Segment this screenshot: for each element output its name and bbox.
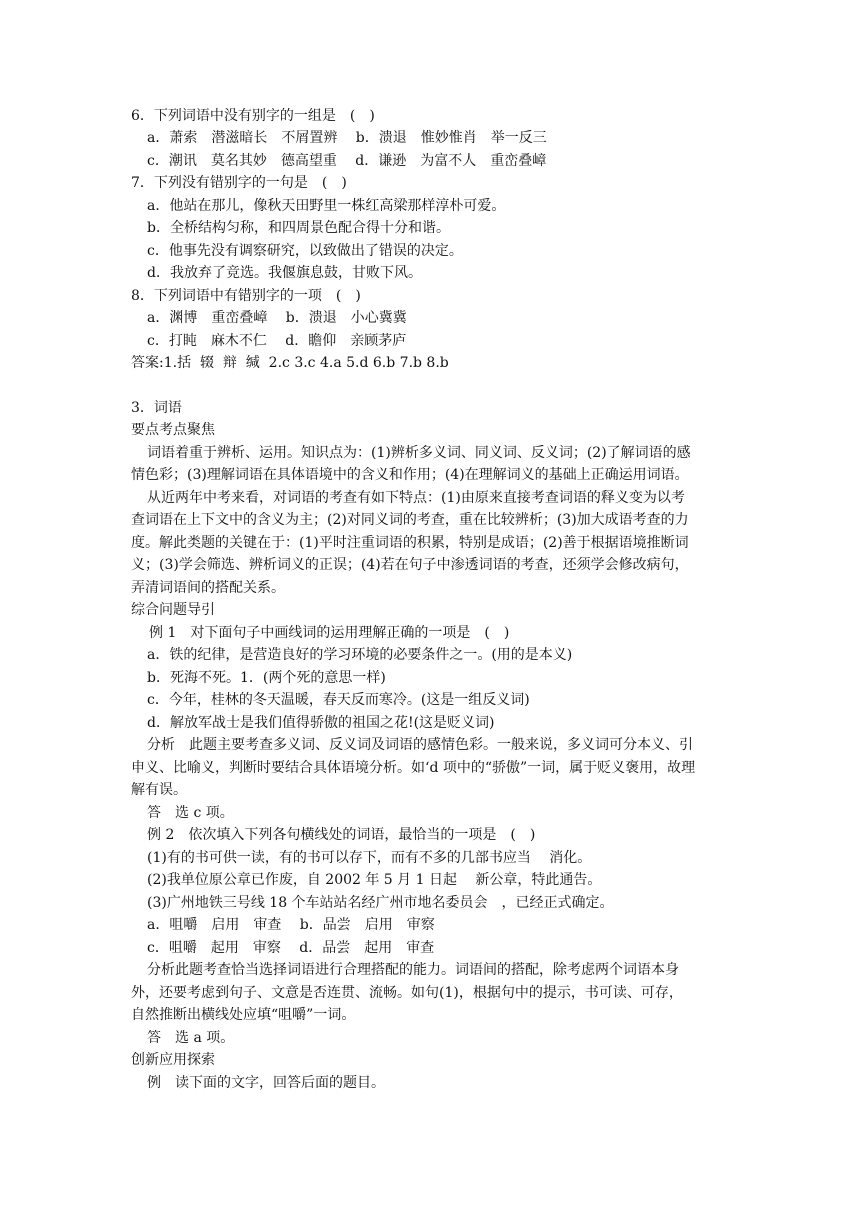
analysis-line: 分析 此题主要考查多义词、反义词及词语的感情色彩。一般来说，多义词可分本义、引 (147, 737, 693, 753)
q8-option-ab: a．渊博 重峦叠嶂 b．溃退 小心冀冀 (147, 310, 407, 326)
analysis-line: 申义、比喻义，判断时要结合具体语境分析。如‘d 项中的“骄傲”一词，属于贬义褒用，故理 (131, 760, 696, 776)
q8-option-cd: c．打盹 麻木不仁 d．瞻仰 亲顾茅庐 (147, 333, 407, 349)
analysis-line: 分析此题考查恰当选择词语进行合理搭配的能力。词语间的搭配，除考虑两个词语本身 (147, 962, 679, 978)
ex2-sentence-2: (2)我单位原公章已作废，自 2002 年 5 月 1 日起 新公章，特此通告。 (147, 872, 602, 888)
paragraph-line: 情色彩；(3)理解词语在具体语境中的含义和作用；(4)在理解词义的基础上正确运用词语。 (131, 467, 689, 483)
ex2-option-ab: a．咀嚼 启用 审查 b．品尝 启用 审察 (147, 917, 435, 933)
q6-option-ab: a．萧索 潜滋暗长 不屑置辨 b．溃退 惟妙惟肖 举一反三 (147, 130, 547, 146)
q6-option-cd: c．潮讯 莫名其妙 德高望重 d．谦逊 为富不人 重峦叠嶂 (147, 153, 547, 169)
ex2-option-cd: c．咀嚼 起用 审察 d．品尝 起用 审查 (147, 940, 435, 956)
analysis-line: 外，还要考虑到句子、文意是否连贯、流畅。如句(1)，根据句中的提示，书可读、可存， (131, 985, 683, 1001)
ex1-option-b: b．死海不死。1．(两个死的意思一样) (147, 670, 386, 686)
ex2-sentence-3: (3)广州地铁三号线 18 个车站站名经广州市地名委员会 ，已经正式确定。 (147, 895, 614, 911)
paragraph-line: 弄清词语间的搭配关系。 (131, 580, 285, 596)
q7-option-a: a．他站在那儿，像秋天田野里一株红高梁那样淳朴可爱。 (147, 198, 506, 214)
example-3: 例 读下面的文字，回答后面的题目。 (147, 1075, 385, 1091)
q7-option-d: d．我放弃了竞选。我偃旗息鼓，甘败下风。 (147, 265, 422, 281)
ex1-option-d: d．解放军战士是我们值得骄傲的祖国之花!(这是贬义词) (147, 715, 495, 731)
paragraph-line: 义；(3)学会筛选、辨析词义的正误；(4)若在句子中渗透词语的考查，还须学会修改病句， (131, 557, 689, 573)
q7-option-c: c．他事先没有调察研究，以致做出了错误的决定。 (147, 243, 463, 259)
ex1-option-c: c．今年，桂林的冬天温暖，春天反而寒冷。(这是一组反义词) (147, 692, 530, 708)
q7-option-b: b．全桥结构匀称，和四周景色配合得十分和谐。 (147, 220, 450, 236)
ex1-answer: 答 选 c 项。 (147, 805, 234, 821)
question-6: 6．下列词语中没有别字的一组是 ( ) (131, 108, 375, 124)
paragraph-line: 词语着重于辨析、运用。知识点为：(1)辨析多义词、同义词、反义词；(2)了解词语的感 (147, 445, 691, 461)
ex2-sentence-1: (1)有的书可供一读，有的书可以存下，而有不多的几部书应当 消化。 (147, 850, 592, 866)
ex2-answer: 答 选 a 项。 (147, 1030, 235, 1046)
ex1-option-a: a．铁的纪律，是营造良好的学习环境的必要条件之一。(用的是本义) (147, 647, 573, 663)
question-8: 8．下列词语中有错别字的一项 ( ) (131, 288, 361, 304)
paragraph-line: 度。解此类题的关键在于：(1)平时注重词语的积累，特别是成语；(2)善于根据语境推断词 (131, 535, 689, 551)
example-1: 例 1 对下面句子中画线词的运用理解正确的一项是 ( ) (149, 625, 510, 641)
paragraph-line: 从近两年中考来看，对词语的考查有如下特点：(1)由原来直接考查词语的释义变为以考 (147, 490, 685, 506)
subheading-guide: 综合问题导引 (131, 602, 215, 618)
analysis-line: 解有误。 (131, 782, 187, 798)
answer-key: 答案:1.括 辍 辩 缄 2.c 3.c 4.a 5.d 6.b 7.b 8.b (131, 355, 449, 371)
example-2: 例 2 依次填入下列各句横线处的词语，最恰当的一项是 ( ) (147, 827, 536, 843)
paragraph-line: 查词语在上下文中的含义为主；(2)对同义词的考查，重在比较辨析；(3)加大成语考查的力 (131, 512, 689, 528)
section-heading: 3．词语 (131, 400, 182, 416)
subheading-innovation: 创新应用探索 (131, 1052, 215, 1068)
subheading-key-points: 要点考点聚焦 (131, 422, 215, 438)
analysis-line: 自然推断出横线处应填“咀嚼”一词。 (131, 1007, 356, 1023)
question-7: 7．下列没有错别字的一句是 ( ) (131, 175, 347, 191)
